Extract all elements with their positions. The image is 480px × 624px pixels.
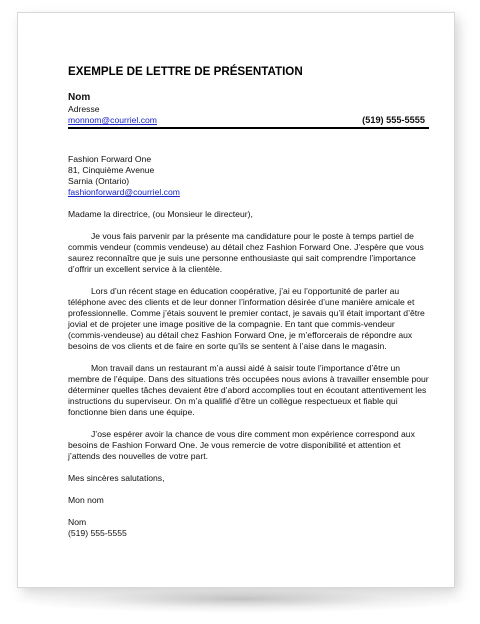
signature-name: Mon nom <box>68 495 104 505</box>
body-paragraph-1: Je vous fais parvenir par la présente ma candidature pour le poste à temps partiel de commis vendeur (commis vendeuse) au détail chez Fashion Forward One. J’espère que vous saurez reconnaître que je suis une personne enthousiaste qui sait comprendre l’importance d’offrir un excellent service à la clientèle. <box>68 231 424 274</box>
footer-block <box>68 517 432 539</box>
recipient-company: Fashion Forward One <box>68 154 152 164</box>
recipient-block <box>68 154 432 198</box>
floor-shadow <box>10 585 470 613</box>
body-paragraph-2: Lors d’un récent stage en éducation coopérative, j’ai eu l’opportunité de parler au téléphone avec des clients et de leur donner l’information désirée d’une manière amicale et professionnelle. Comme j’étais souvent le premier contact, je savais qu’il était important d’être jovial et de projeter une image positive de la compagnie. En tant que commis-vendeur (commis-vendeuse) au détail chez Fashion Forward One, je m’efforcerais de répondre aux besoins de vos clients et de faire en sorte qu’ils se sentent à l’aise dans le magasin. <box>68 286 425 351</box>
document-title: EXEMPLE DE LETTRE DE PRÉSENTATION <box>68 65 303 78</box>
letter-content <box>68 65 432 539</box>
closing: Mes sincères salutations, <box>68 473 165 483</box>
sender-contact-row <box>68 115 429 129</box>
footer-name: Nom <box>68 517 87 527</box>
sender-name: Nom <box>68 92 91 103</box>
body-paragraph-3: Mon travail dans un restaurant m’a aussi aidé à saisir toute l’importance d’être un membre de l’équipe. Dans des situations très occupées nous avions à travailler ensemble pour déterminer quelles tâches devaient être d’abord accomplies tout en écoutant attentivement les instructions du superviseur. On m’a qualifié d’être un collègue respectueux et fiable qui fonctionne bien dans une équipe. <box>68 363 429 417</box>
sender-email-link[interactable]: monnom@courriel.com <box>68 115 157 125</box>
salutation: Madame la directrice, (ou Monsieur le directeur), <box>68 209 253 219</box>
recipient-street: 81, Cinquième Avenue <box>68 165 155 175</box>
recipient-email-link[interactable]: fashionforward@courriel.com <box>68 187 180 197</box>
letter-page <box>17 12 455 588</box>
recipient-city: Sarnia (Ontario) <box>68 176 130 186</box>
footer-phone: (519) 555-5555 <box>68 528 127 538</box>
sender-address: Adresse <box>68 104 100 114</box>
body-paragraph-4: J’ose espérer avoir la chance de vous dire comment mon expérience correspond aux besoins de Fashion Forward One. Je vous remercie de votre disponibilité et attention et j’attends des nouvelles de votre part. <box>68 429 415 461</box>
sender-block <box>68 92 432 129</box>
sender-phone: (519) 555-5555 <box>362 115 425 125</box>
